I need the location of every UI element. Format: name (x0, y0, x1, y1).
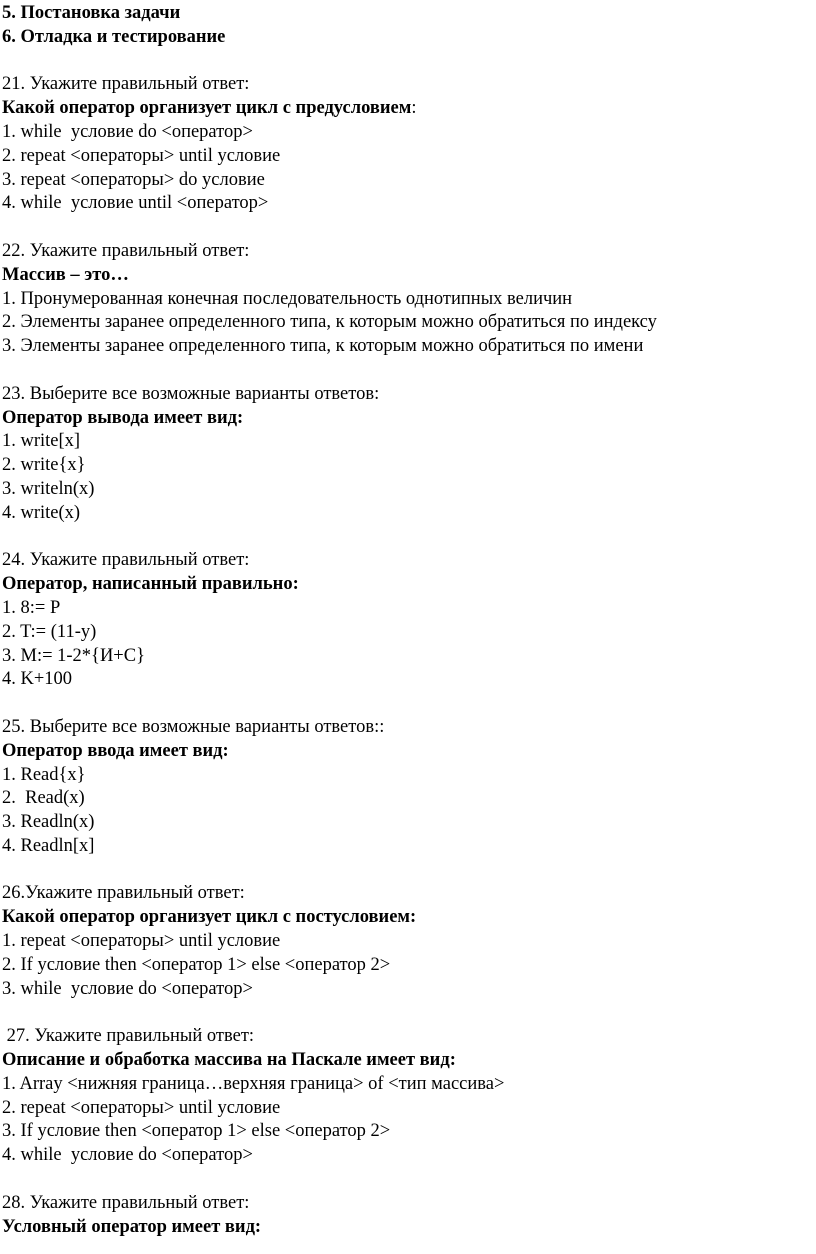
blank-line (2, 359, 816, 383)
answer-option: 2. repeat <операторы> until условие (2, 145, 281, 166)
question-prompt (2, 97, 816, 121)
answer-option: 1. write[x] (2, 431, 81, 452)
answer-option: 3. Элементы заранее определенного типа, к которым можно обратиться по имени (2, 336, 644, 357)
question-prompt (2, 1049, 816, 1073)
question-prompt-text: Описание и обработка массива на Паскале имеет вид: (2, 1050, 456, 1071)
answer-option: 1. Пронумерованная конечная последовательность однотипных величин (2, 288, 573, 309)
question-prompt-text: Условный оператор имеет вид: (2, 1216, 262, 1237)
answer-option: 2. If условие then <оператор 1> else <оператор 2> (2, 954, 391, 975)
question-prompt (2, 264, 816, 288)
answer-option: 2. T:= (11-y) (2, 621, 97, 642)
question-prompt-text: Оператор ввода имеет вид: (2, 740, 229, 761)
answer-option: 4. write(x) (2, 502, 81, 523)
question-block (2, 549, 816, 692)
answer-option: 2. write{x} (2, 455, 86, 476)
blank-line (2, 50, 816, 74)
question-prompt-text: Оператор, написанный правильно: (2, 574, 299, 595)
question-block (2, 240, 816, 359)
question-block (2, 1192, 816, 1240)
question-prompt (2, 407, 816, 431)
blank-line (2, 1001, 816, 1025)
answer-option: 3. while условие do <оператор> (2, 978, 253, 999)
blank-line (2, 216, 816, 240)
question-instruction: 26.Укажите правильный ответ: (2, 883, 245, 904)
heading-section-6: 6. Отладка и тестирование (2, 26, 226, 47)
question-prompt-suffix: : (411, 98, 417, 119)
answer-option: 4. K+100 (2, 669, 73, 690)
answer-option: 3. writeln(x) (2, 478, 95, 499)
answer-option: 3. repeat <операторы> do условие (2, 169, 265, 190)
question-instruction: 21. Укажите правильный ответ: (2, 74, 250, 95)
question-prompt-text: Какой оператор организует цикл с предусловием (2, 98, 412, 119)
question-instruction: 24. Укажите правильный ответ: (2, 550, 250, 571)
question-list (2, 50, 816, 1240)
question-block (2, 716, 816, 859)
answer-option: 1. repeat <операторы> until условие (2, 931, 281, 952)
answer-option: 2. repeat <операторы> until условие (2, 1097, 281, 1118)
question-prompt (2, 573, 816, 597)
answer-option: 3. M:= 1-2*{И+C} (2, 645, 145, 666)
question-prompt (2, 906, 816, 930)
answer-option: 3. If условие then <оператор 1> else <оператор 2> (2, 1121, 391, 1142)
answer-option: 4. Readln[x] (2, 835, 95, 856)
question-prompt (2, 740, 816, 764)
answer-option: 1. 8:= P (2, 597, 61, 618)
answer-option: 3. Readln(x) (2, 812, 95, 833)
blank-line (2, 526, 816, 550)
answer-option: 1. Array <нижняя граница…верхняя граница> of <тип массива> (2, 1073, 505, 1094)
answer-option: 2. Элементы заранее определенного типа, к которым можно обратиться по индексу (2, 312, 657, 333)
question-instruction: 22. Укажите правильный ответ: (2, 240, 250, 261)
answer-option: 1. Read{x} (2, 764, 86, 785)
question-block (2, 73, 816, 216)
question-prompt-text: Оператор вывода имеет вид: (2, 407, 244, 428)
answer-option: 4. while условие do <оператор> (2, 1145, 253, 1166)
blank-line (2, 1168, 816, 1192)
question-block (2, 1025, 816, 1168)
question-block (2, 882, 816, 1001)
question-prompt-text: Массив – это… (2, 264, 129, 285)
question-instruction: 28. Укажите правильный ответ: (2, 1192, 250, 1213)
blank-line (2, 692, 816, 716)
answer-option: 1. while условие do <оператор> (2, 121, 253, 142)
answer-option: 2. Read(x) (2, 788, 85, 809)
question-instruction: 25. Выберите все возможные варианты ответов:: (2, 716, 385, 737)
question-instruction: 23. Выберите все возможные варианты ответов: (2, 383, 380, 404)
heading-section-5: 5. Постановка задачи (2, 3, 181, 23)
answer-option: 4. while условие until <оператор> (2, 193, 269, 214)
question-block (2, 383, 816, 526)
question-prompt (2, 1216, 816, 1240)
question-instruction: 27. Укажите правильный ответ: (2, 1026, 255, 1047)
blank-line (2, 859, 816, 883)
question-prompt-text: Какой оператор организует цикл с постусловием: (2, 907, 417, 928)
